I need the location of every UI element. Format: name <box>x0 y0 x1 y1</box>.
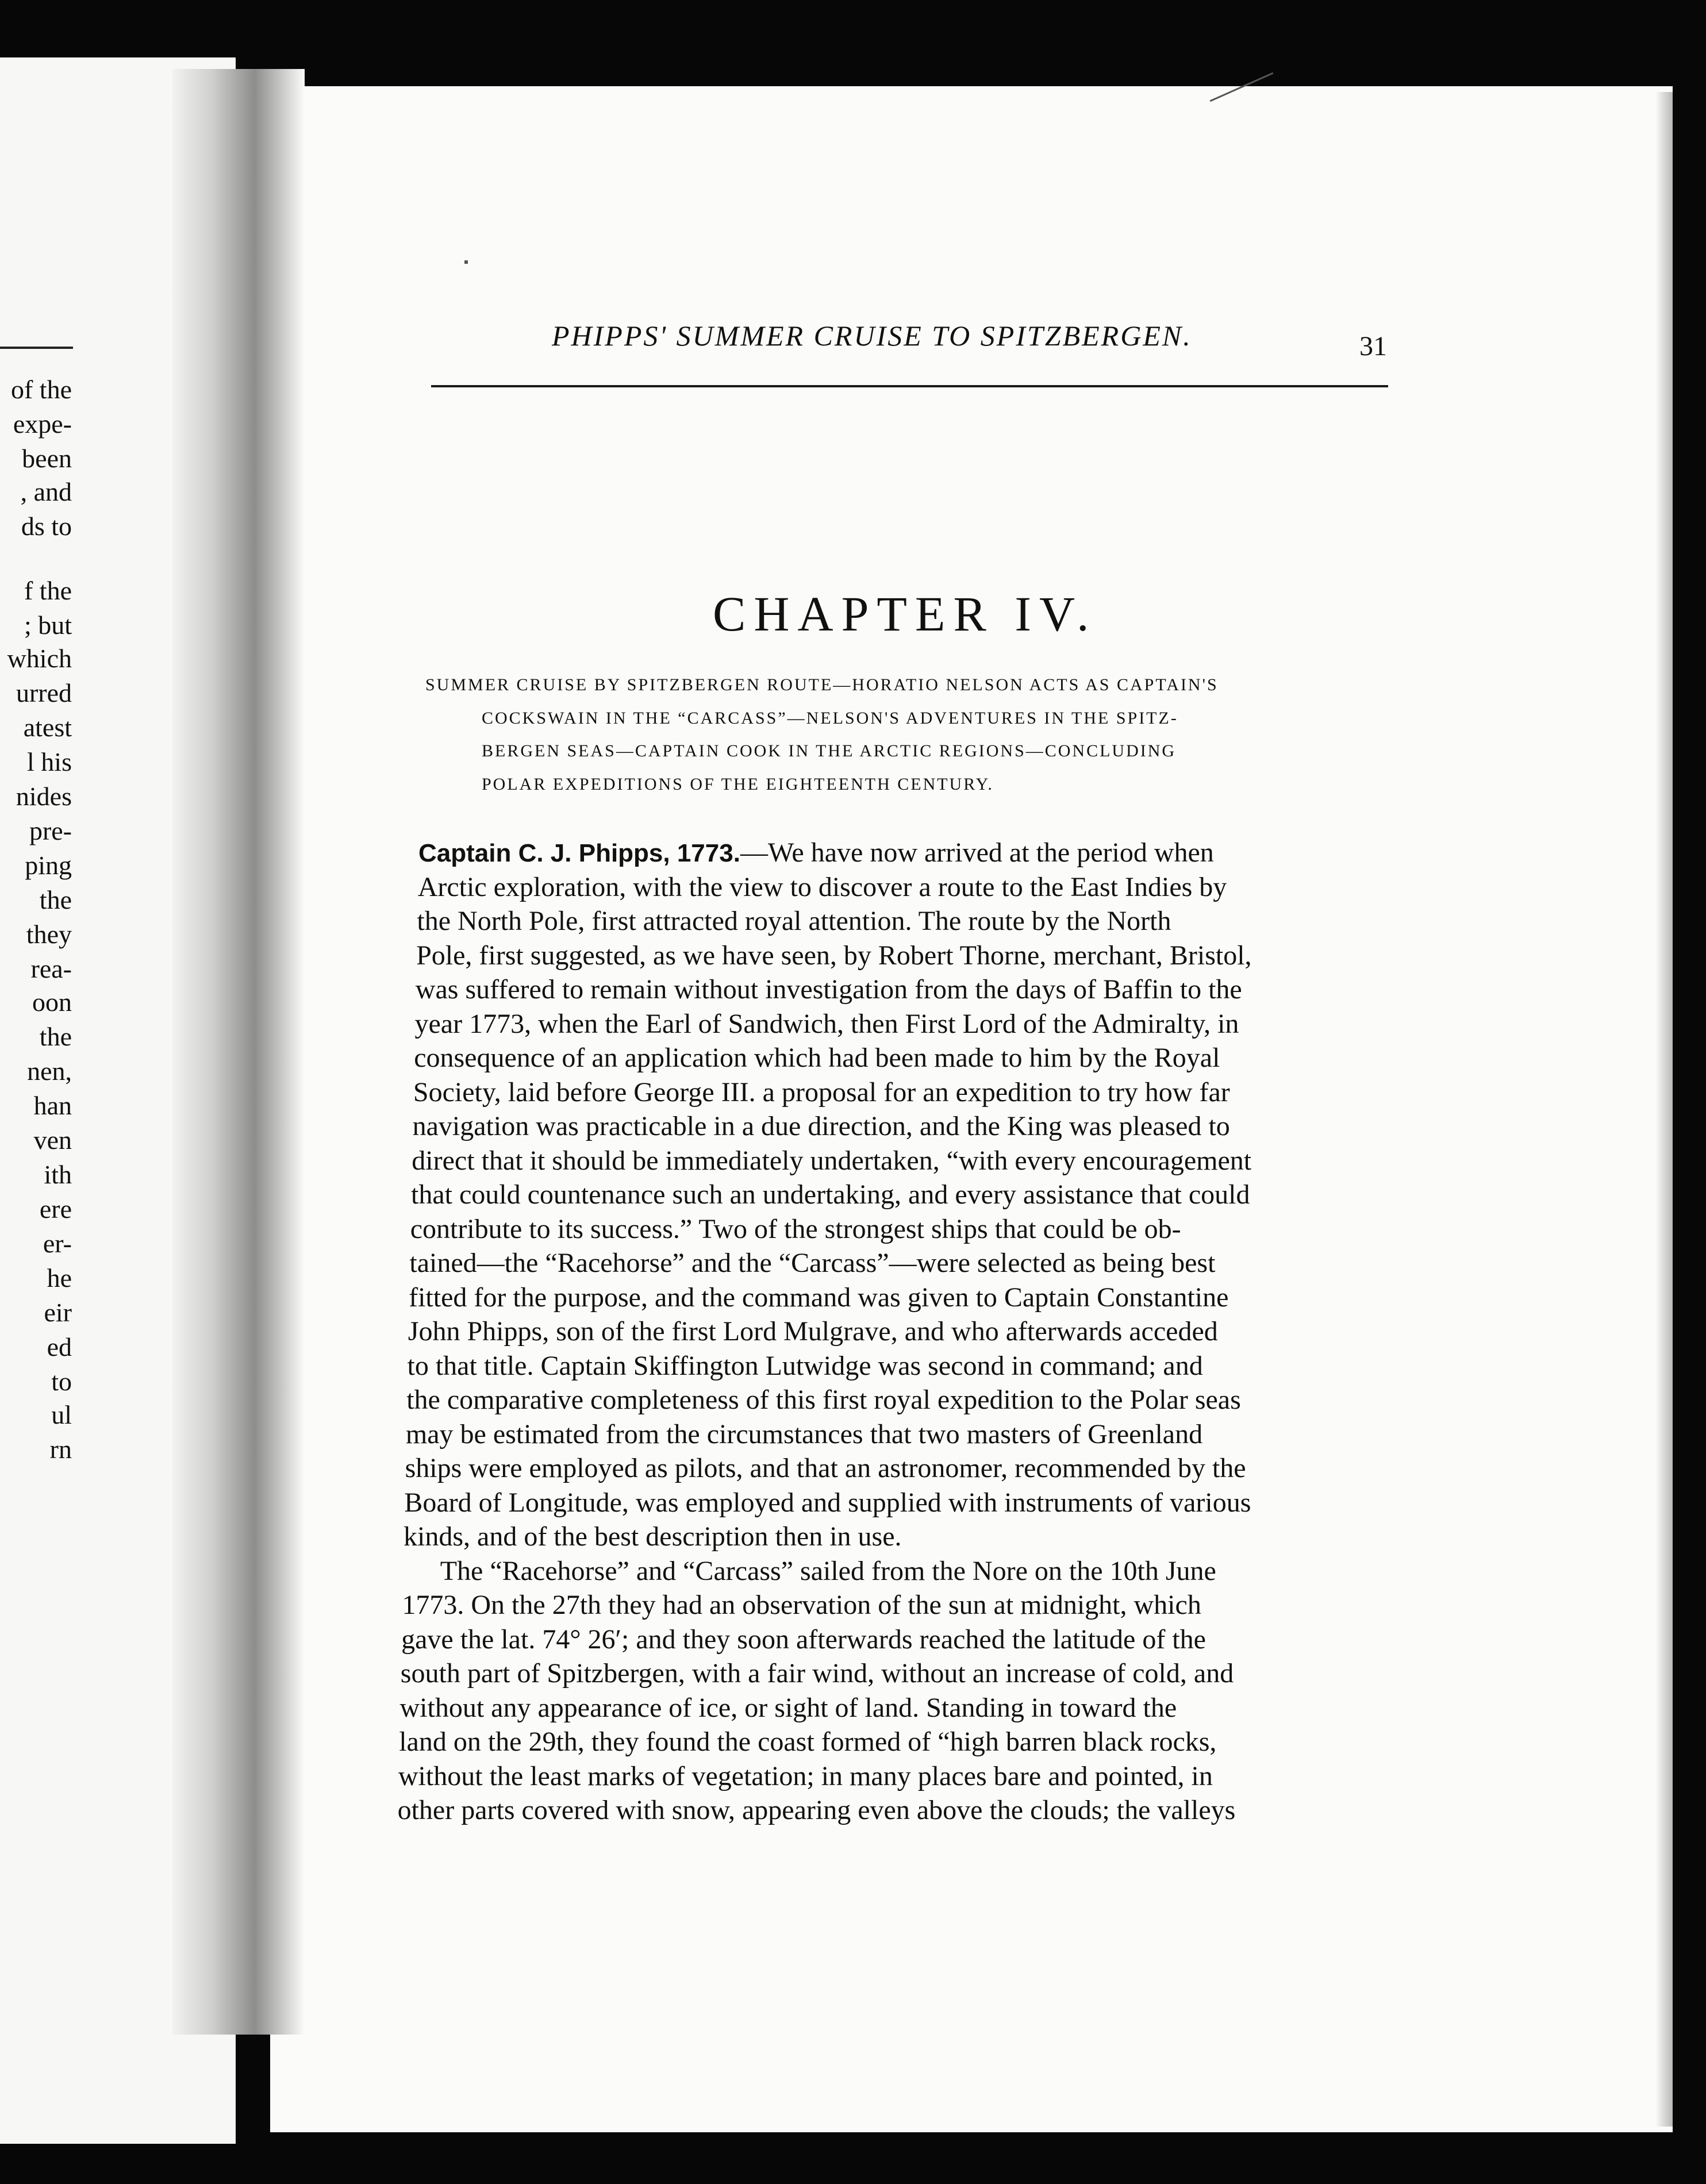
left-page-line: the <box>39 1022 72 1051</box>
body-line: 1773. On the 27th they had an observation of the sun at midnight, which <box>402 1590 1201 1620</box>
left-page-line: oon <box>32 987 72 1017</box>
left-page-line: ven <box>33 1125 72 1155</box>
body-line: that could countenance such an undertaking, and every assistance that could <box>411 1179 1250 1210</box>
chapter-summary-line: SUMMER CRUISE BY SPITZBERGEN ROUTE—HORATIO NELSON ACTS AS CAPTAIN'S <box>425 675 1219 694</box>
left-page-line: expe- <box>13 409 72 439</box>
body-line: was suffered to remain without investigation from the days of Baffin to the <box>415 974 1242 1005</box>
chapter-summary-line: POLAR EXPEDITIONS OF THE EIGHTEENTH CENTURY. <box>482 775 994 794</box>
section-heading: Captain C. J. Phipps, 1773. <box>418 839 740 867</box>
left-page-line: ping <box>25 851 72 880</box>
chapter-summary-line: COCKSWAIN IN THE “CARCASS”—NELSON'S ADVENTURES IN THE SPITZ- <box>482 709 1178 728</box>
left-page-line: which <box>7 644 72 673</box>
left-page-line: f the <box>24 576 72 605</box>
left-page-line: l his <box>27 747 72 776</box>
body-line: without the least marks of vegetation; in many places bare and pointed, in <box>398 1760 1213 1791</box>
body-line: The “Racehorse” and “Carcass” sailed from the Nore on the 10th June <box>440 1555 1216 1586</box>
left-page-line: ul <box>51 1400 72 1429</box>
left-page-line: er- <box>43 1229 72 1258</box>
left-page-line: atest <box>23 713 72 742</box>
left-page-line: ere <box>39 1194 72 1224</box>
left-page-line: ds to <box>21 512 72 541</box>
left-page-line: nides <box>16 782 72 811</box>
body-line: tained—the “Racehorse” and the “Carcass”—were selected as being best <box>409 1248 1216 1278</box>
book-gutter <box>172 69 305 2035</box>
body-line: fitted for the purpose, and the command was given to Captain Constantine <box>409 1282 1229 1313</box>
left-page-line: to <box>51 1367 72 1396</box>
left-page-line: , and <box>20 477 72 506</box>
left-page-line: been <box>22 444 72 473</box>
body-line: may be estimated from the circumstances that two masters of Greenland <box>405 1418 1203 1449</box>
body-line: kinds, and of the best description then in use. <box>404 1521 902 1552</box>
right-page <box>270 86 1673 2132</box>
left-page-line: ; but <box>24 610 72 640</box>
left-page-line: he <box>47 1263 72 1293</box>
running-head: PHIPPS' SUMMER CRUISE TO SPITZBERGEN. <box>552 320 1192 352</box>
left-page-line: urred <box>16 678 72 708</box>
body-line: navigation was practicable in a due direction, and the King was pleased to <box>412 1111 1230 1141</box>
body-line: the comparative completeness of this first royal expedition to the Polar seas <box>406 1385 1241 1415</box>
print-speck <box>464 260 468 264</box>
body-line: other parts covered with snow, appearing even above the clouds; the valleys <box>397 1795 1236 1825</box>
body-line: —We have now arrived at the period when <box>740 837 1214 868</box>
left-page-line: nen, <box>27 1056 72 1086</box>
left-page-line: of the <box>10 375 72 404</box>
body-first-line <box>418 839 1214 867</box>
body-line: John Phipps, son of the first Lord Mulgrave, and who afterwards acceded <box>408 1316 1218 1347</box>
body-line: without any appearance of ice, or sight of land. Standing in toward the <box>399 1692 1177 1723</box>
body-line: ships were employed as pilots, and that an astronomer, recommended by the <box>405 1453 1246 1483</box>
body-line: south part of Spitzbergen, with a fair wind, without an increase of cold, and <box>400 1658 1234 1689</box>
chapter-summary-line: BERGEN SEAS—CAPTAIN COOK IN THE ARCTIC REGIONS—CONCLUDING <box>482 741 1177 760</box>
left-page-line: eir <box>44 1298 72 1327</box>
left-page-line: ith <box>44 1160 72 1189</box>
body-line: the North Pole, first attracted royal attention. The route by the North <box>417 906 1171 936</box>
left-page-line: rea- <box>30 954 72 983</box>
left-page-line: pre- <box>29 816 72 845</box>
body-line: Society, laid before George III. a proposal for an expedition to try how far <box>413 1076 1230 1108</box>
body-line: consequence of an application which had been made to him by the Royal <box>414 1043 1220 1073</box>
body-line: Board of Longitude, was employed and supplied with instruments of various <box>404 1487 1251 1518</box>
page-edge <box>1655 92 1673 2127</box>
body-line: direct that it should be immediately undertaken, “with every encouragement <box>412 1145 1252 1176</box>
left-page-line: ed <box>47 1332 72 1362</box>
left-page-line: they <box>26 920 72 949</box>
body-line: land on the 29th, they found the coast formed of “high barren black rocks, <box>399 1727 1217 1757</box>
chapter-title: CHAPTER IV. <box>713 586 1097 641</box>
left-page-rule <box>0 347 73 349</box>
body-line: year 1773, when the Earl of Sandwich, then First Lord of the Admiralty, in <box>414 1008 1239 1039</box>
body-line: contribute to its success.” Two of the strongest ships that could be ob- <box>410 1213 1181 1244</box>
body-line: Arctic exploration, with the view to discover a route to the East Indies by <box>417 871 1227 902</box>
page-number: 31 <box>1359 331 1387 362</box>
body-line: gave the lat. 74° 26′; and they soon afterwards reached the latitude of the <box>401 1624 1206 1655</box>
left-page-line: the <box>39 885 72 914</box>
header-rule <box>431 385 1388 387</box>
left-page-line: han <box>33 1091 72 1120</box>
left-page-line: rn <box>49 1435 72 1464</box>
body-line: Pole, first suggested, as we have seen, by Robert Thorne, merchant, Bristol, <box>416 940 1252 971</box>
body-line: to that title. Captain Skiffington Lutwidge was second in command; and <box>407 1350 1203 1381</box>
